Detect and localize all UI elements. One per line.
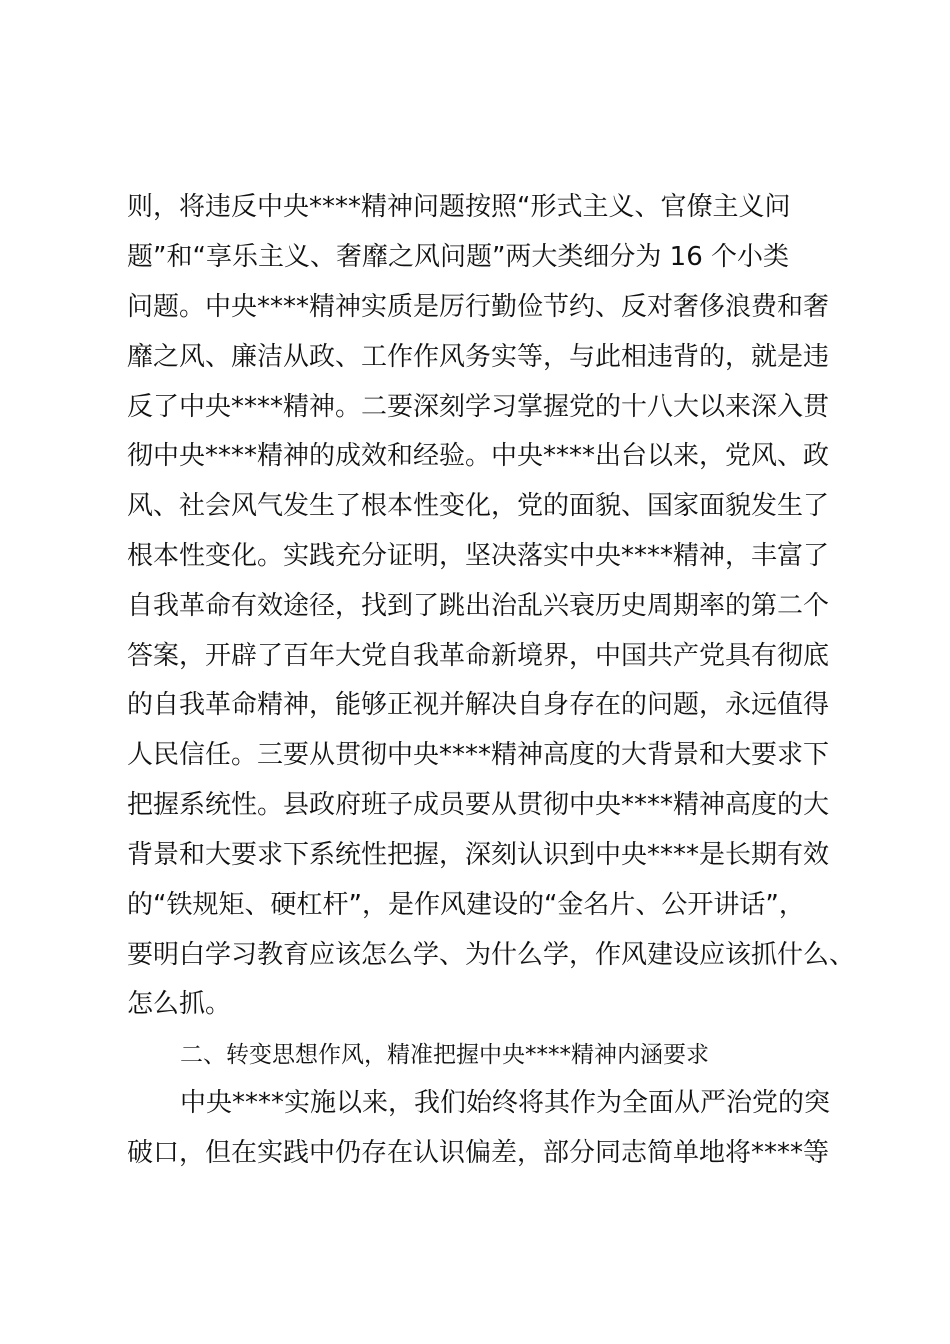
body-text-line: 根本性变化。实践充分证明，坚决落实中央****精神，丰富了 (127, 541, 830, 571)
body-text-line: 则，将违反中央****精神问题按照“形式主义、官僚主义问 (127, 192, 791, 222)
body-text-line: 中央****实施以来，我们始终将其作为全面从严治党的突 (180, 1088, 831, 1118)
body-text-line: 背景和大要求下系统性把握，深刻认识到中央****是长期有效 (127, 840, 830, 870)
body-text-line: 要明白学习教育应该怎么学、为什么学，作风建设应该抓什么、 (127, 940, 856, 970)
body-text-line: 怎么抓。 (127, 989, 232, 1019)
body-text-line: 人民信任。三要从贯彻中央****精神高度的大背景和大要求下 (127, 740, 830, 770)
body-text-line: 答案，开辟了百年大党自我革命新境界，中国共产党具有彻底 (127, 641, 830, 671)
body-text-line: 风、社会风气发生了根本性变化，党的面貌、国家面貌发生了 (127, 491, 830, 521)
body-text-line: 自我革命有效途径，找到了跳出治乱兴衰历史周期率的第二个 (127, 591, 830, 621)
section-heading: 二、转变思想作风，精准把握中央****精神内涵要求 (180, 1042, 709, 1068)
body-text-line: 反了中央****精神。二要深刻学习掌握党的十八大以来深入贯 (127, 392, 830, 422)
body-text-line: 的“铁规矩、硬杠杆”，是作风建设的“金名片、公开讲话”， (127, 890, 805, 920)
body-text-line: 把握系统性。县政府班子成员要从贯彻中央****精神高度的大 (127, 790, 830, 820)
body-text-line: 彻中央****精神的成效和经验。中央****出台以来，党风、政 (127, 441, 830, 471)
body-text-line: 问题。中央****精神实质是厉行勤俭节约、反对奢侈浪费和奢 (127, 292, 830, 322)
body-text-line: 题”和“享乐主义、奢靡之风问题”两大类细分为 16 个小类 (127, 242, 790, 272)
body-text-line: 靡之风、廉洁从政、工作作风务实等，与此相违背的，就是违 (127, 342, 830, 372)
body-text-line: 的自我革命精神，能够正视并解决自身存在的问题，永远值得 (127, 690, 830, 720)
body-text-line: 破口，但在实践中仍存在认识偏差，部分同志简单地将****等 (127, 1138, 830, 1168)
